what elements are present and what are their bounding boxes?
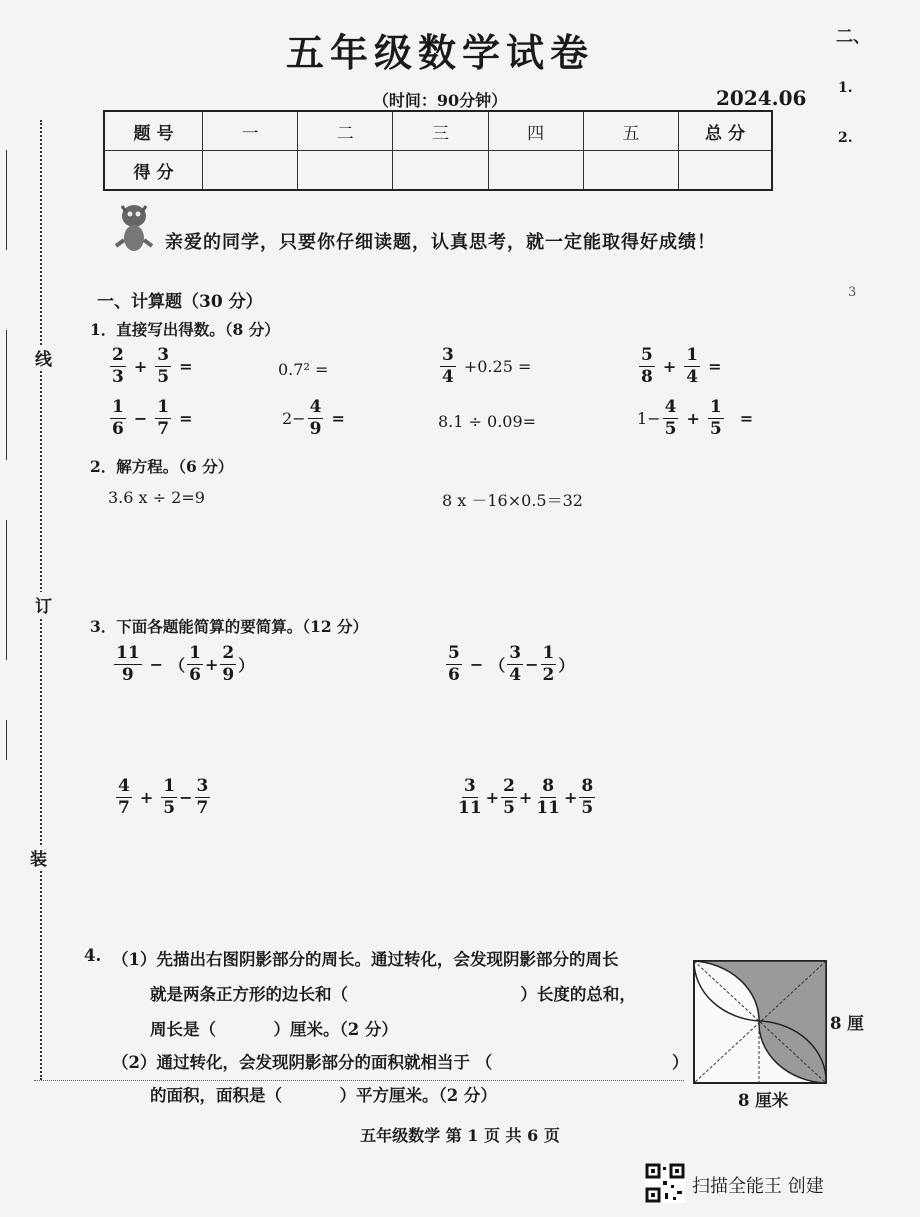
figure-bottom-label: 8 厘米 (738, 1091, 789, 1110)
denominator: 5 (709, 419, 722, 439)
denominator: 11 (458, 798, 482, 818)
equals: = (179, 357, 193, 376)
denominator: 4 (509, 665, 522, 685)
denominator: 7 (118, 798, 130, 818)
q1-item-3 (438, 345, 531, 388)
denominator: 4 (442, 367, 454, 387)
numerator: 1 (163, 776, 176, 796)
q1-item-7: 8.1 ÷ 0.09= (438, 412, 537, 431)
denominator: 6 (448, 665, 460, 685)
square-shaded-figure (693, 960, 827, 1085)
binding-label-ding: 订 (35, 592, 52, 617)
score-cell-1: 一 (203, 111, 298, 151)
numerator: 3 (509, 643, 522, 663)
numerator: 2 (112, 345, 124, 365)
encouragement-text: 亲爱的同学，只要你仔细读题，认真思考，就一定能取得好成绩！ (165, 232, 716, 253)
numerator: 8 (542, 776, 555, 796)
denominator: 3 (112, 367, 124, 387)
q3-expr-1: $\frac{11}{9}$ − （ $\frac{1}{6}$ + $\frac{2}{9}$ ） (116, 643, 255, 685)
binding-label-zhuang: 装 (30, 845, 47, 870)
denominator: 6 (112, 419, 124, 439)
score-row-label: 得 分 (104, 151, 203, 191)
denominator: 6 (189, 665, 201, 685)
q1-title: 1．直接写出得数。（8 分） (90, 320, 280, 339)
score-input-3[interactable] (393, 151, 488, 191)
q3-expr-4: $\frac{3}{11}$ + $\frac{2}{5}$ + $\frac{8}{11}$ + $\frac{8}{5}$ (458, 776, 594, 818)
binding-label-line: 线 (35, 345, 52, 370)
expr-prefix: 2− (282, 409, 306, 428)
numerator: 3 (196, 776, 209, 796)
q1-item-5 (108, 397, 199, 440)
section-1-title: 一、计算题（30 分） (97, 292, 263, 312)
right-edge-n3: 3 (848, 285, 857, 300)
numerator: 2 (222, 643, 235, 663)
q1-item-8 (637, 397, 759, 440)
score-table-header-row (104, 111, 772, 151)
numerator: 11 (116, 643, 140, 663)
numerator: 1 (112, 397, 124, 417)
score-cell-3: 三 (393, 111, 488, 151)
numerator: 2 (503, 776, 515, 796)
score-input-5[interactable] (583, 151, 678, 191)
q3-expr-3: $\frac{4}{7}$ + $\frac{1}{5}$ − $\frac{3}{7}$ (118, 776, 209, 818)
score-table-score-row (104, 151, 772, 191)
scanner-brand-text: 扫描全能王 创建 (692, 1176, 824, 1197)
score-input-1[interactable] (203, 151, 298, 191)
q4-number: 4. (84, 946, 102, 965)
qr-code-icon (645, 1163, 685, 1203)
dragon-mascot-icon (112, 200, 156, 256)
numerator: 8 (581, 776, 594, 796)
q1-item-2: 0.7² = (278, 360, 329, 379)
margin-rule-1 (6, 150, 7, 250)
equals: = (331, 409, 345, 428)
denominator: 5 (503, 798, 515, 818)
score-input-4[interactable] (488, 151, 583, 191)
denominator: 7 (157, 419, 170, 439)
numerator: 4 (309, 397, 322, 417)
denominator: 5 (664, 419, 677, 439)
q3-expr-2: $\frac{5}{6}$ − （ $\frac{3}{4}$ − $\frac{1}{2}$ ） (448, 643, 575, 685)
denominator: 5 (581, 798, 594, 818)
page-title: 五年级数学试卷 (285, 30, 594, 75)
numerator: 1 (686, 345, 699, 365)
denominator: 2 (542, 665, 555, 685)
operator: − (133, 409, 148, 428)
q4-part1-line2: 就是两条正方形的边长和（ ）长度的总和， (150, 985, 636, 1004)
equals: = (739, 409, 754, 428)
operator: + (686, 409, 700, 428)
score-input-total[interactable] (679, 151, 773, 191)
q4-part2-line1: （2）通过转化，会发现阴影部分的面积就相当于 （ (112, 1053, 493, 1072)
expr-prefix: 1− (637, 409, 661, 428)
denominator: 9 (121, 665, 134, 685)
q4-part1-line3: 周长是（ ）厘米。（2 分） (150, 1020, 398, 1039)
margin-dotted-bottom (34, 1080, 684, 1081)
score-cell-5: 五 (583, 111, 678, 151)
q2-equation-2: 8 x －16×0.5＝32 (442, 491, 583, 510)
numerator: 5 (641, 345, 653, 365)
denominator: 8 (641, 367, 653, 387)
right-edge-n2: 2. (838, 130, 853, 146)
numerator: 1 (542, 643, 555, 663)
denominator: 11 (536, 798, 560, 818)
q2-title: 2．解方程。（6 分） (90, 457, 234, 476)
q4-part1-line1: （1）先描出右图阴影部分的周长。通过转化，会发现阴影部分的周长 (112, 950, 619, 969)
score-input-2[interactable] (298, 151, 393, 191)
numerator: 4 (664, 397, 677, 417)
denominator: 5 (163, 798, 176, 818)
right-edge-section: 二、 (836, 27, 870, 47)
numerator: 1 (157, 397, 170, 417)
numerator: 3 (463, 776, 476, 796)
denominator: 9 (222, 665, 235, 685)
margin-rule-3 (6, 520, 7, 660)
q1-item-1 (108, 345, 199, 388)
score-cell-label: 题 号 (104, 111, 203, 151)
margin-rule-4 (6, 720, 7, 760)
q2-equation-1: 3.6 x ÷ 2=9 (108, 488, 205, 507)
score-cell-4: 四 (488, 111, 583, 151)
q4-part2-line2: 的面积，面积是（ ）平方厘米。（2 分） (150, 1086, 497, 1105)
denominator: 9 (309, 419, 322, 439)
denominator: 4 (686, 367, 699, 387)
exam-date: 2024.06 (716, 86, 807, 110)
denominator: 5 (157, 367, 170, 387)
q1-item-4 (637, 345, 728, 388)
numerator: 5 (448, 643, 460, 663)
operator: + (133, 357, 148, 376)
right-edge-n1: 1. (838, 80, 853, 96)
page-footer: 五年级数学 第 1 页 共 6 页 (360, 1126, 560, 1145)
numerator: 1 (189, 643, 201, 663)
score-cell-total: 总 分 (679, 111, 773, 151)
score-cell-2: 二 (298, 111, 393, 151)
q1-item-6 (282, 397, 351, 440)
numerator: 3 (157, 345, 170, 365)
denominator: 7 (196, 798, 209, 818)
expr-rest: +0.25 = (463, 357, 532, 376)
numerator: 4 (118, 776, 130, 796)
numerator: 3 (442, 345, 454, 365)
q3-title: 3．下面各题能简算的要简算。（12 分） (90, 617, 369, 636)
exam-time: （时间：90分钟） (372, 91, 508, 110)
operator: + (662, 357, 677, 376)
margin-rule-2 (6, 330, 7, 460)
numerator: 1 (709, 397, 722, 417)
score-table (103, 110, 773, 191)
equals: = (179, 409, 193, 428)
equals: = (708, 357, 722, 376)
figure-side-label: 8 厘 (830, 1014, 864, 1033)
q4-part2-close: ） (672, 1053, 689, 1072)
